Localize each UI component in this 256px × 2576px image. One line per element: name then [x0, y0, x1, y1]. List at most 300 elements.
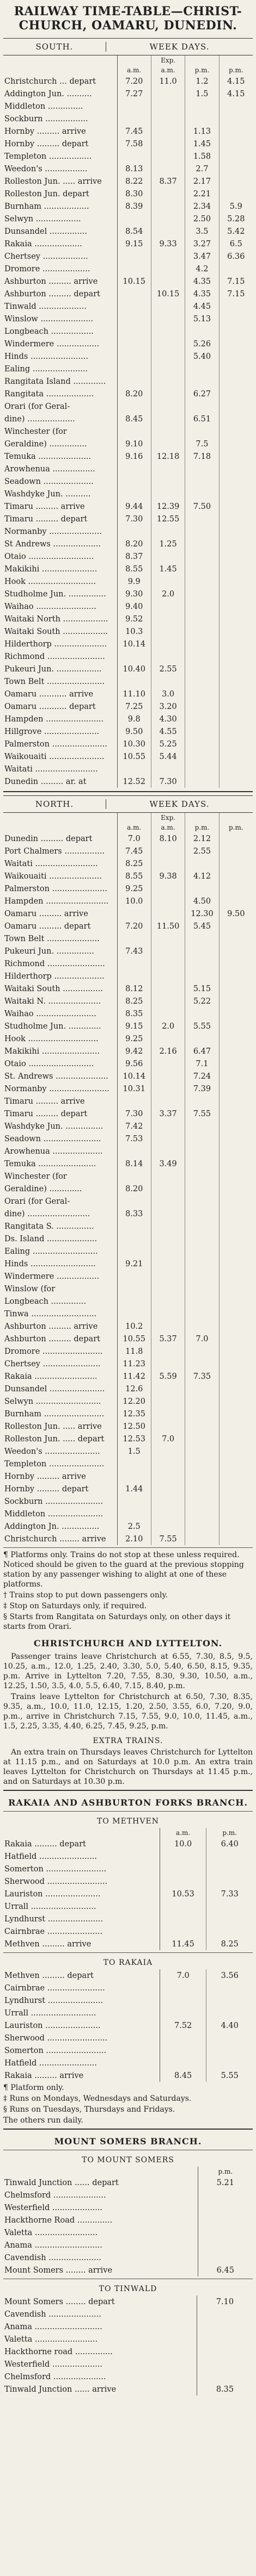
south-station: Hampden ....................... — [3, 713, 117, 725]
south-time-cell: 1.45 — [151, 563, 185, 575]
south-row — [3, 313, 253, 325]
rakaia-time-cell — [206, 2007, 253, 2019]
tinwald-row — [3, 2308, 253, 2320]
south-time-cell: 4.30 — [151, 713, 185, 725]
north-time-cell — [117, 1470, 151, 1483]
north-time-cell — [151, 857, 185, 870]
rakaia-time-cell — [160, 1982, 206, 1994]
north-time-cell — [185, 1483, 219, 1495]
north-ampm-row — [3, 823, 253, 832]
north-row — [3, 1233, 253, 1245]
south-time-cell: 8.13 — [117, 163, 151, 175]
north-station: Ealing .......................... — [3, 1245, 117, 1258]
south-time-cell: 2.50 — [185, 213, 219, 225]
north-row — [3, 1133, 253, 1145]
tinwald-station: Westerfield .................... — [3, 2358, 197, 2370]
south-station: Windermere ................. — [3, 338, 117, 350]
north-time-cell — [151, 1208, 185, 1220]
title-line-1: RAILWAY TIME-TABLE—CHRIST- — [14, 4, 242, 18]
to-methven-label: TO METHVEN — [97, 1817, 159, 1826]
south-time-cell — [185, 650, 219, 663]
north-time-cell: 11.42 — [117, 1370, 151, 1383]
rakaia-note: The others run daily. — [3, 2116, 83, 2125]
north-col-label: Exp. — [151, 813, 185, 823]
methven-time-cell — [160, 1925, 206, 1938]
south-time-cell — [117, 763, 151, 775]
north-time-cell: 7.55 — [151, 1533, 185, 1545]
south-time-cell — [117, 463, 151, 475]
north-row — [3, 1145, 253, 1158]
south-station: Winslow ..................... — [3, 313, 117, 325]
rakaia-time-cell — [160, 2032, 206, 2044]
south-time-cell — [185, 475, 219, 488]
south-time-cell — [151, 113, 185, 125]
south-time-cell — [185, 550, 219, 563]
south-row — [3, 538, 253, 550]
south-time-cell: 6.27 — [185, 388, 219, 400]
north-row — [3, 1495, 253, 1508]
south-time-cell — [117, 425, 151, 438]
south-row — [3, 725, 253, 738]
south-time-cell — [185, 638, 219, 650]
methven-time-cell — [206, 1875, 253, 1888]
north-time-cell: 11.8 — [117, 1345, 151, 1358]
south-time-cell — [117, 150, 151, 163]
north-station: Hinds .......................... — [3, 1258, 117, 1270]
north-row — [3, 920, 253, 932]
north-row — [3, 1470, 253, 1483]
north-time-cell — [117, 1245, 151, 1258]
tinwald-row — [3, 2383, 253, 2395]
methven-station: Urrall .......................... — [3, 1900, 160, 1913]
north-time-cell — [151, 1483, 185, 1495]
north-time-cell — [185, 1158, 219, 1170]
south-time-cell — [219, 413, 253, 425]
north-time-cell: 9.42 — [117, 1045, 151, 1057]
south-time-cell — [185, 700, 219, 713]
north-time-cell — [117, 957, 151, 970]
north-time-cell: 2.55 — [185, 845, 219, 857]
south-time-cell: 4.15 — [227, 89, 245, 98]
south-time-cell — [219, 713, 253, 725]
north-row — [3, 1258, 253, 1270]
south-station: Normanby ..................... — [3, 525, 117, 538]
south-time-cell: 7.45 — [117, 125, 151, 138]
north-station: Longbeach .............. — [3, 1295, 117, 1308]
north-row — [3, 882, 253, 895]
methven-time-cell — [160, 1900, 206, 1913]
rakaia-row — [3, 1994, 253, 2007]
south-time-cell — [219, 600, 253, 613]
north-ampm-cell: p.m. — [228, 824, 243, 831]
south-time-cell — [151, 638, 185, 650]
rakaia-note: ¶ Platform only. — [3, 2083, 64, 2092]
tinwald-station: Hackthorne road ............... — [3, 2345, 197, 2358]
south-time-cell — [185, 588, 219, 600]
south-row — [3, 675, 253, 688]
south-time-cell: 5.28 — [227, 214, 245, 223]
south-station: Longbeach ................. — [3, 325, 117, 338]
south-row — [3, 275, 253, 288]
south-station: Hillgrove ...................... — [3, 725, 117, 738]
north-time-cell: 9.25 — [117, 1032, 151, 1045]
mount-station: Westerfield .................... — [3, 2201, 198, 2214]
north-time-cell: 2.0 — [151, 1020, 185, 1032]
rakaia-time-cell — [160, 2057, 206, 2069]
south-row — [3, 175, 253, 188]
south-time-cell: 10.55 — [117, 750, 151, 763]
north-time-cell — [151, 1383, 185, 1395]
south-time-cell — [219, 263, 253, 275]
to-tinwald-label: TO TINWALD — [99, 2285, 157, 2293]
south-time-cell — [117, 400, 151, 413]
south-time-cell — [185, 750, 219, 763]
south-row — [3, 238, 253, 250]
south-station: Seadown .................... — [3, 475, 117, 488]
south-time-cell — [151, 100, 185, 113]
north-time-cell — [117, 1233, 151, 1245]
north-time-cell — [219, 1145, 253, 1158]
north-ampm-cell: a.m. — [151, 823, 185, 832]
south-time-cell — [219, 438, 253, 450]
south-row — [3, 525, 253, 538]
north-time-cell — [151, 1270, 185, 1283]
south-row — [3, 125, 253, 138]
north-station: Washdyke Jun. ............... — [3, 1120, 117, 1133]
south-time-cell — [185, 463, 219, 475]
north-time-cell — [151, 1470, 185, 1483]
north-time-cell — [151, 1220, 185, 1233]
north-time-cell: 2.12 — [185, 832, 219, 845]
north-ampm-cell: p.m. — [185, 823, 219, 832]
south-time-cell — [151, 388, 185, 400]
north-time-cell — [151, 1458, 185, 1470]
south-time-cell — [219, 338, 253, 350]
south-row — [3, 588, 253, 600]
south-station: Winchester (for — [3, 425, 117, 438]
north-row — [3, 1095, 253, 1107]
north-time-cell — [219, 1107, 253, 1120]
north-time-cell — [185, 932, 219, 945]
north-station: Hornby ......... depart — [3, 1483, 117, 1495]
north-time-cell: 5.15 — [185, 982, 219, 995]
north-time-cell — [151, 1258, 185, 1270]
south-time-cell — [185, 688, 219, 700]
north-row — [3, 1533, 253, 1545]
north-time-cell: 7.24 — [185, 1070, 219, 1082]
south-time-cell: 4.45 — [185, 300, 219, 313]
north-time-cell — [219, 1470, 253, 1483]
north-time-cell — [151, 1420, 185, 1433]
south-time-cell — [219, 663, 253, 675]
south-weekdays: WEEK DAYS. — [149, 42, 210, 52]
north-time-cell — [151, 1032, 185, 1045]
south-time-cell — [185, 325, 219, 338]
rakaia-station: Somerton ........................ — [3, 2044, 160, 2057]
south-station: Dromore ................... — [3, 263, 117, 275]
south-time-cell — [219, 325, 253, 338]
methven-time-cell: 6.40 — [221, 1839, 239, 1849]
north-time-cell: 12.53 — [117, 1433, 151, 1445]
south-time-cell — [117, 475, 151, 488]
south-row — [3, 763, 253, 775]
north-time-cell — [151, 1057, 185, 1070]
north-station: Selwyn .......................... — [3, 1395, 117, 1408]
north-time-cell: 12.20 — [117, 1395, 151, 1408]
lyttelton-title: CHRISTCHURCH AND LYTTELTON. — [33, 1638, 223, 1648]
north-time-cell — [219, 1445, 253, 1458]
south-time-cell — [151, 313, 185, 325]
north-time-cell: 5.37 — [151, 1333, 185, 1345]
south-station: Dunsandel ............... — [3, 225, 117, 238]
south-row — [3, 750, 253, 763]
mount-row — [3, 2251, 253, 2264]
mount-time-cell — [198, 2226, 253, 2239]
north-time-cell — [151, 1445, 185, 1458]
main-note: ‡ Stop on Saturdays only, if required. — [3, 1602, 147, 1610]
north-time-cell — [219, 1483, 253, 1495]
north-station: Normanby ........................ — [3, 1082, 117, 1095]
south-row — [3, 425, 253, 438]
mount-row — [3, 2176, 253, 2189]
south-time-cell — [151, 475, 185, 488]
south-time-cell: 1.58 — [185, 150, 219, 163]
mount-time-cell: 5.21 — [216, 2178, 234, 2187]
south-time-cell — [117, 375, 151, 388]
title-line-2: CHURCH, OAMARU, DUNEDIN. — [19, 18, 237, 33]
north-label: NORTH. — [3, 799, 106, 809]
south-col-label — [117, 55, 151, 65]
south-time-cell — [151, 613, 185, 625]
north-station: Oamaru ......... depart — [3, 920, 117, 932]
tinwald-row — [3, 2370, 253, 2383]
north-station: Timaru ......... depart — [3, 1107, 117, 1120]
north-station: Rakaia ......................... — [3, 1370, 117, 1383]
tinwald-row — [3, 2333, 253, 2345]
methven-time-cell — [206, 1925, 253, 1938]
south-station: Richmond ....................... — [3, 650, 117, 663]
rakaia-table — [3, 1969, 253, 2082]
north-time-cell — [219, 1220, 253, 1233]
south-row — [3, 150, 253, 163]
north-row — [3, 1395, 253, 1408]
tinwald-time-cell — [197, 2333, 253, 2345]
south-time-cell — [151, 375, 185, 388]
south-time-cell — [151, 225, 185, 238]
south-station: Christchurch ... depart — [3, 75, 117, 88]
south-station: Oamaru ........... arrive — [3, 688, 117, 700]
methven-time-cell — [206, 1913, 253, 1925]
north-time-cell — [219, 1095, 253, 1107]
south-time-cell — [151, 250, 185, 263]
north-time-cell — [185, 1408, 219, 1420]
north-time-cell: 10.55 — [117, 1333, 151, 1345]
south-time-cell: 9.44 — [117, 500, 151, 513]
mount-station: Tinwald Junction ...... depart — [3, 2176, 198, 2189]
south-time-cell — [185, 525, 219, 538]
south-time-cell: 10.15 — [117, 275, 151, 288]
south-time-cell: 10.30 — [117, 738, 151, 750]
north-time-cell: 9.56 — [117, 1057, 151, 1070]
south-ampm-cell: a.m. — [117, 65, 151, 75]
north-row — [3, 1508, 253, 1520]
south-time-cell — [117, 488, 151, 500]
north-time-cell: 10.31 — [117, 1082, 151, 1095]
south-station: Addington Jun. .......... — [3, 88, 117, 100]
methven-time-cell: 8.25 — [221, 1939, 239, 1949]
south-time-cell: 12.55 — [151, 513, 185, 525]
north-row — [3, 832, 253, 845]
north-time-cell — [219, 1420, 253, 1433]
south-station: Pukeuri Jun. .................. — [3, 663, 117, 675]
tinwald-row — [3, 2345, 253, 2358]
rakaia-row — [3, 2069, 253, 2082]
south-time-cell — [219, 563, 253, 575]
south-time-cell: 3.0 — [151, 688, 185, 700]
south-station: Hilderthorp ..................... — [3, 638, 117, 650]
south-time-cell: 5.25 — [151, 738, 185, 750]
north-station: Templeton ...................... — [3, 1458, 117, 1470]
south-time-cell: 8.39 — [117, 200, 151, 213]
north-time-cell: 8.14 — [117, 1158, 151, 1170]
north-time-cell: 3.37 — [151, 1107, 185, 1120]
north-station: Palmerston ...................... — [3, 882, 117, 895]
south-station: Dunedin ......... ar. at — [3, 775, 117, 788]
south-station: Otaio .......................... — [3, 550, 117, 563]
north-time-cell: 10.14 — [117, 1070, 151, 1082]
north-time-cell: 12.35 — [117, 1408, 151, 1420]
north-time-cell — [219, 1208, 253, 1220]
north-station: Waitaki N. ..................... — [3, 995, 117, 1007]
methven-time-cell — [206, 1863, 253, 1875]
rakaia-time-cell — [160, 2044, 206, 2057]
north-time-cell — [185, 1495, 219, 1508]
south-station: Rolleston Jun. depart — [3, 188, 117, 200]
south-time-cell: 8.37 — [117, 550, 151, 563]
tinwald-station: Chelmsford ..................... — [3, 2370, 197, 2383]
south-time-cell: 4.35 — [185, 275, 219, 288]
south-time-cell — [219, 538, 253, 550]
south-time-cell: 7.15 — [227, 277, 245, 286]
north-station: Middleton ...................... — [3, 1508, 117, 1520]
main-note: § Starts from Rangitata on Saturdays only, on other days it starts from Orari. — [3, 1613, 231, 1631]
south-time-cell — [117, 113, 151, 125]
north-time-cell — [219, 895, 253, 907]
methven-row — [3, 1925, 253, 1938]
south-time-cell — [185, 600, 219, 613]
south-time-cell — [219, 425, 253, 438]
south-ampm-row — [3, 65, 253, 75]
south-time-cell: 12.52 — [117, 775, 151, 788]
north-station: Rolleston Jun. ..... depart — [3, 1433, 117, 1445]
south-col-label-row — [3, 55, 253, 65]
south-time-cell: 10.40 — [117, 663, 151, 675]
rakaia-row — [3, 2007, 253, 2019]
south-row — [3, 288, 253, 300]
north-station: Otaio .......................... — [3, 1057, 117, 1070]
south-time-cell: 8.20 — [117, 388, 151, 400]
south-time-cell — [117, 350, 151, 363]
methven-row — [3, 1838, 253, 1850]
north-time-cell — [219, 1308, 253, 1320]
north-time-cell: 8.33 — [117, 1208, 151, 1220]
south-time-cell — [185, 625, 219, 638]
north-time-cell: 9.50 — [227, 909, 245, 918]
south-row — [3, 88, 253, 100]
south-row — [3, 625, 253, 638]
south-row — [3, 700, 253, 713]
north-station: Port Chalmers ................ — [3, 845, 117, 857]
methven-row — [3, 1850, 253, 1863]
south-time-cell — [219, 175, 253, 188]
north-time-cell — [117, 932, 151, 945]
north-station: Tinwa .......................... — [3, 1308, 117, 1320]
south-row — [3, 713, 253, 725]
south-time-cell: 3.5 — [185, 225, 219, 238]
north-row — [3, 945, 253, 957]
north-station: Geraldine) ............. — [3, 1183, 117, 1195]
south-station: Arowhenua ................. — [3, 463, 117, 475]
lyttelton-para-2: Trains leave Lyttelton for Christchurch at 6.50, 7.30, 8.35, 9.35, a.m., 10.0, 11.0, 12.15, 1.20, 2.50, 3.55, 6.0, 7.20, 9.0, p.m., arrive in Christchurch 7.15, 7.55, 9.0, 10.0, 11.45, a.m., 1.5, 2.25, 3.35, 4.40, 6.25, 7.45, 9.25, p.m. — [3, 1693, 253, 1731]
north-time-cell — [117, 1195, 151, 1208]
north-row — [3, 1283, 253, 1295]
north-row — [3, 845, 253, 857]
south-time-cell — [219, 388, 253, 400]
south-time-cell — [219, 613, 253, 625]
north-station: dine) ......................... — [3, 1208, 117, 1220]
south-row — [3, 775, 253, 788]
north-time-cell — [219, 982, 253, 995]
north-time-cell — [185, 957, 219, 970]
south-row — [3, 263, 253, 275]
north-time-cell: 7.1 — [185, 1057, 219, 1070]
north-time-cell — [185, 1383, 219, 1395]
south-time-cell — [117, 288, 151, 300]
south-time-cell — [151, 188, 185, 200]
north-time-cell — [185, 1270, 219, 1283]
south-time-cell — [185, 563, 219, 575]
mount-time-cell — [198, 2251, 253, 2264]
rakaia-time-cell: 4.40 — [221, 2021, 239, 2030]
south-header — [3, 38, 253, 55]
north-station: Ashburton ......... arrive — [3, 1320, 117, 1333]
south-row — [3, 250, 253, 263]
south-time-cell — [185, 675, 219, 688]
north-time-cell — [185, 1308, 219, 1320]
north-time-cell — [117, 970, 151, 982]
north-time-cell: 8.10 — [151, 832, 185, 845]
south-time-cell — [117, 650, 151, 663]
tinwald-time-cell — [197, 2370, 253, 2383]
south-row — [3, 163, 253, 175]
north-time-cell — [185, 1433, 219, 1445]
mount-table — [3, 2167, 253, 2276]
north-col-label — [185, 813, 219, 823]
timetable-page — [3, 2, 253, 2395]
south-table — [3, 55, 253, 788]
north-time-cell: 1.5 — [117, 1445, 151, 1458]
tinwald-station: Valetta ......................... — [3, 2333, 197, 2345]
south-station: Chertsey .................. — [3, 250, 117, 263]
south-time-cell: 9.16 — [117, 450, 151, 463]
south-time-cell — [219, 313, 253, 325]
north-time-cell: 7.0 — [117, 832, 151, 845]
mount-station: Anama ........................... — [3, 2239, 198, 2251]
north-time-cell — [151, 1133, 185, 1145]
north-row — [3, 982, 253, 995]
south-time-cell — [219, 688, 253, 700]
south-time-cell — [151, 150, 185, 163]
